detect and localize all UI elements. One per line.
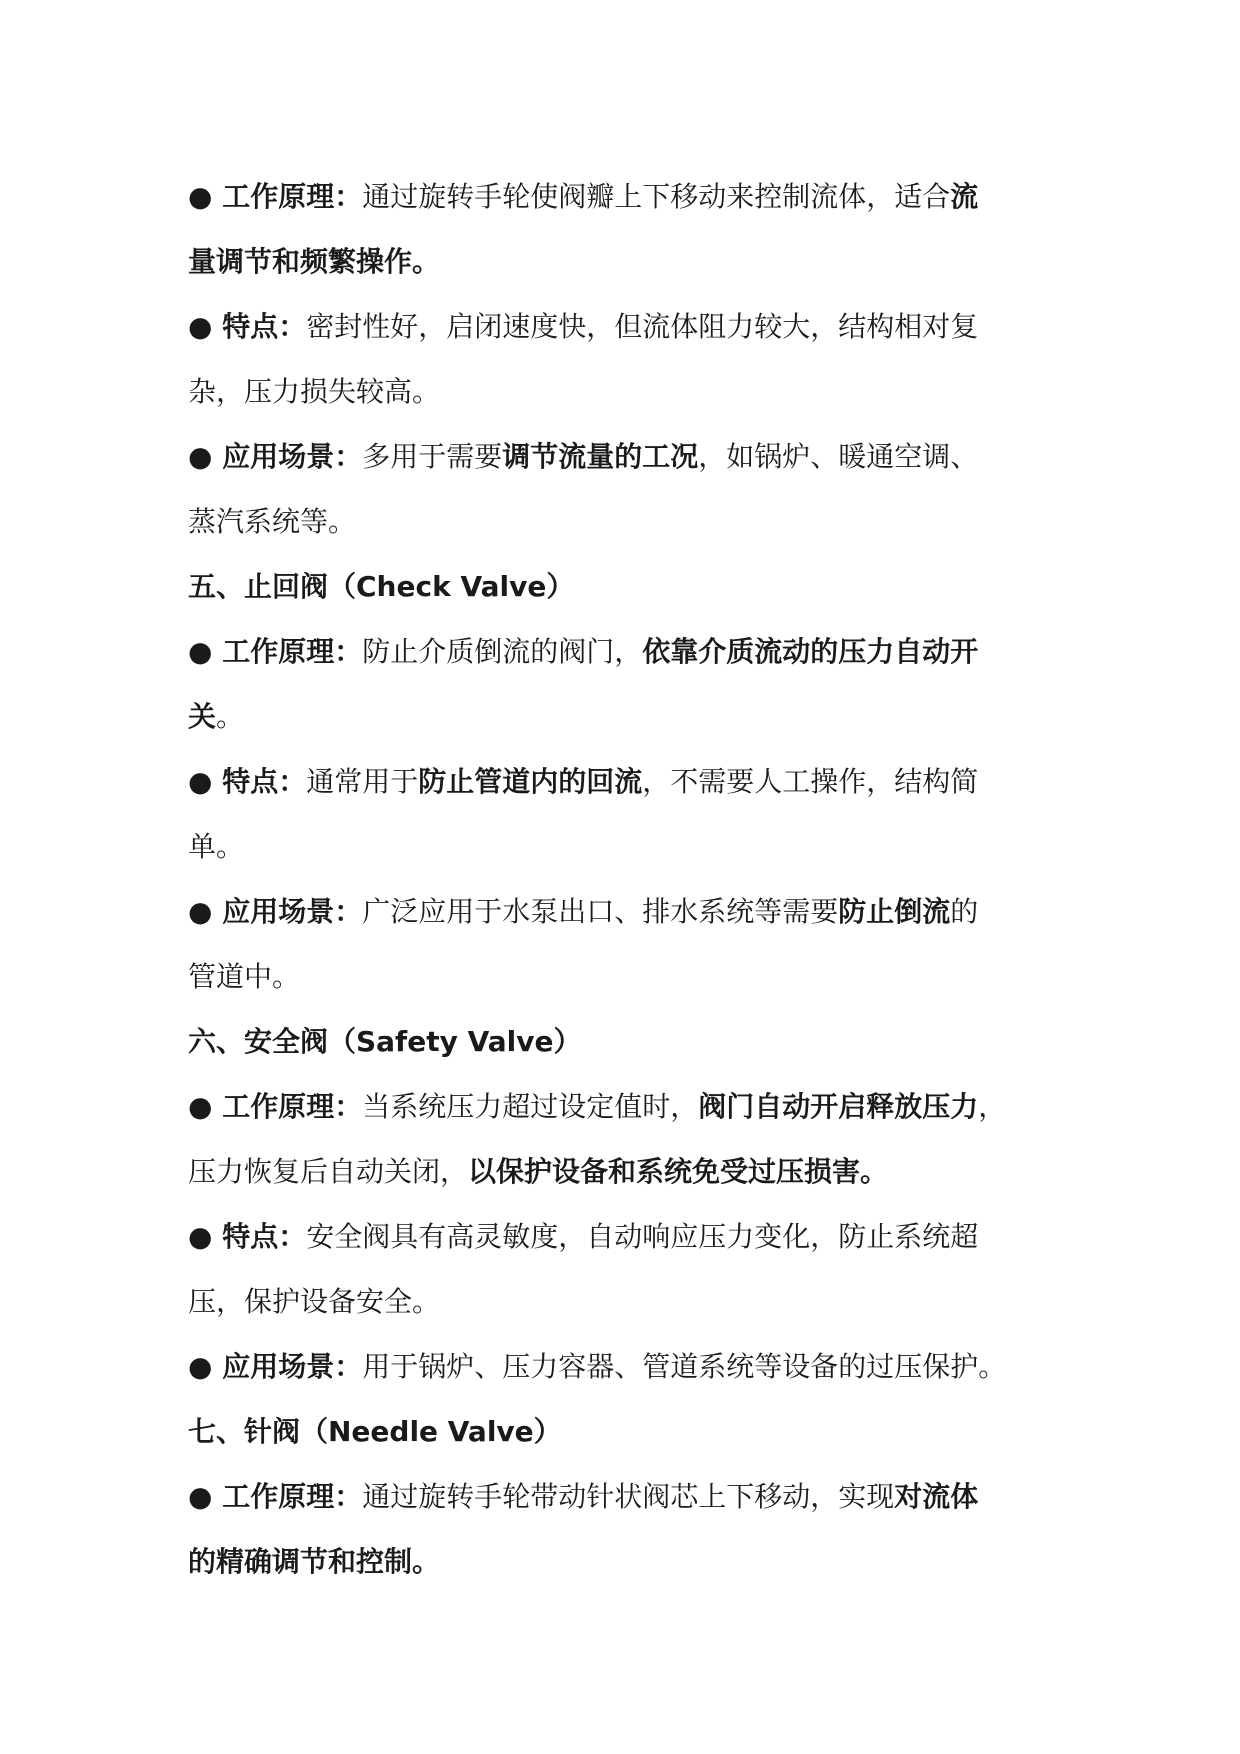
text-run: 特点： [222, 1220, 307, 1253]
text-run: 。 [216, 700, 245, 733]
text-line [188, 1009, 1088, 1074]
text-run: 工作原理： [222, 1480, 363, 1513]
text-run: 量调节和频繁操作。 [188, 245, 441, 278]
document-body [188, 164, 1088, 1594]
text-run: 密封性好，启闭速度快，但流体阻力较大，结构相对复 [306, 310, 979, 343]
text-run: 阀门自动开启释放压力 [698, 1090, 979, 1123]
bullet-icon: ● [188, 765, 223, 798]
text-run: 应用场景： [222, 440, 363, 473]
bullet-icon: ● [188, 1350, 223, 1383]
text-run: 管道中。 [188, 960, 301, 993]
text-line [188, 749, 1088, 814]
text-run: 七、针阀（Needle Valve） [188, 1415, 562, 1448]
bullet-icon: ● [188, 1220, 223, 1253]
text-run: 工作原理： [222, 1090, 363, 1123]
text-run: 特点： [222, 765, 307, 798]
text-line [188, 424, 1088, 489]
bullet-icon: ● [188, 635, 223, 668]
text-line [188, 164, 1088, 229]
bullet-icon: ● [188, 895, 223, 928]
bullet-icon: ● [188, 1090, 223, 1123]
text-run: 关 [188, 700, 217, 733]
text-run: 防止介质倒流的阀门， [362, 635, 643, 668]
text-run: 对流体 [894, 1480, 979, 1513]
text-line [188, 489, 1088, 554]
text-line [188, 944, 1088, 1009]
text-line [188, 684, 1088, 749]
text-run: 工作原理： [222, 180, 363, 213]
text-run: 单。 [188, 830, 245, 863]
text-line [188, 1074, 1088, 1139]
text-run: 通过旋转手轮带动针状阀芯上下移动，实现 [362, 1480, 895, 1513]
text-run: 特点： [222, 310, 307, 343]
bullet-icon: ● [188, 180, 223, 213]
text-run: 通过旋转手轮使阀瓣上下移动来控制流体，适合 [362, 180, 951, 213]
text-line [188, 1139, 1088, 1204]
text-run: 压力恢复后自动关闭， [188, 1155, 469, 1188]
text-line [188, 554, 1088, 619]
text-line [188, 1464, 1088, 1529]
text-run: ，如锅炉、暖通空调、 [698, 440, 979, 473]
text-run: 流 [950, 180, 979, 213]
text-run: 工作原理： [222, 635, 363, 668]
text-run: 蒸汽系统等。 [188, 505, 357, 538]
text-run: 用于锅炉、压力容器、管道系统等设备的过压保护。 [362, 1350, 1007, 1383]
text-run: 广泛应用于水泵出口、排水系统等需要 [362, 895, 839, 928]
text-line [188, 1204, 1088, 1269]
text-run: ， [978, 1090, 1007, 1123]
text-run: 五、止回阀（Check Valve） [188, 570, 575, 603]
text-line [188, 1529, 1088, 1594]
text-run: 以保护设备和系统免受过压损害。 [468, 1155, 889, 1188]
text-run: 应用场景： [222, 1350, 363, 1383]
text-run: 的 [950, 895, 979, 928]
text-run: 防止管道内的回流 [418, 765, 643, 798]
text-run: 防止倒流 [838, 895, 951, 928]
text-line [188, 814, 1088, 879]
bullet-icon: ● [188, 1480, 223, 1513]
text-run: 当系统压力超过设定值时， [362, 1090, 699, 1123]
text-line [188, 1399, 1088, 1464]
text-line [188, 619, 1088, 684]
text-line [188, 294, 1088, 359]
text-run: 依靠介质流动的压力自动开 [642, 635, 979, 668]
text-run: 压，保护设备安全。 [188, 1285, 441, 1318]
text-run: 的精确调节和控制。 [188, 1545, 441, 1578]
text-run: 通常用于 [306, 765, 419, 798]
text-line [188, 229, 1088, 294]
text-run: 调节流量的工况 [502, 440, 699, 473]
text-run: 六、安全阀（Safety Valve） [188, 1025, 582, 1058]
text-line [188, 359, 1088, 424]
text-run: 应用场景： [222, 895, 363, 928]
text-run: 杂，压力损失较高。 [188, 375, 441, 408]
text-line [188, 1269, 1088, 1334]
text-line [188, 879, 1088, 944]
bullet-icon: ● [188, 440, 223, 473]
text-run: 安全阀具有高灵敏度，自动响应压力变化，防止系统超 [306, 1220, 979, 1253]
bullet-icon: ● [188, 310, 223, 343]
text-line [188, 1334, 1088, 1399]
text-run: ，不需要人工操作，结构简 [642, 765, 979, 798]
text-run: 多用于需要 [362, 440, 503, 473]
